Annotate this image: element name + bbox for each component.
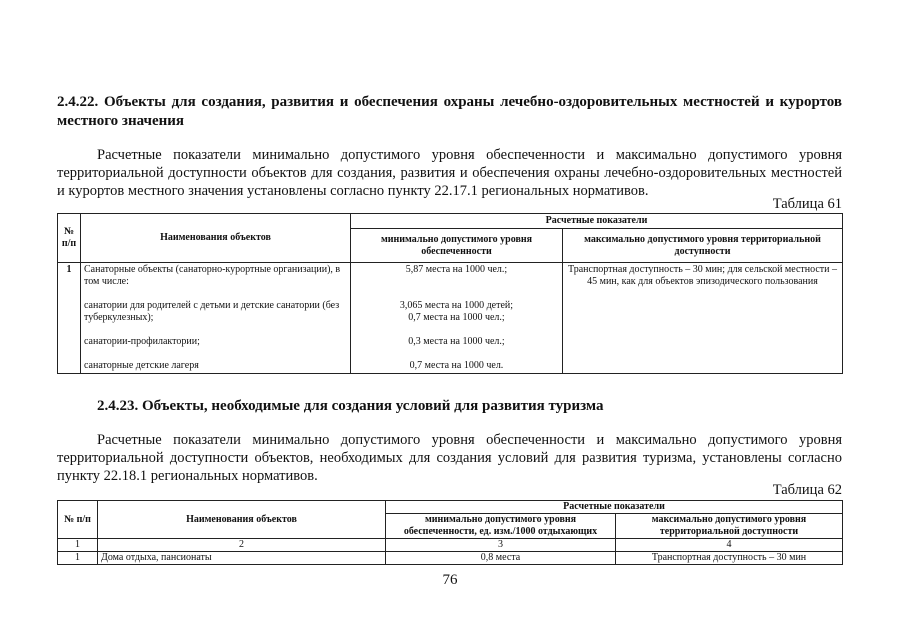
- table-61-item-min: 0,3 места на 1000 чел.;: [408, 336, 505, 347]
- section-heading-2-4-23: 2.4.23. Объекты, необходимые для создания условий для развития туризма: [97, 398, 604, 414]
- table-62-header-group: Расчетные показатели: [386, 501, 843, 514]
- table-62-index-cell: 1: [58, 539, 98, 552]
- table-62: [57, 500, 843, 565]
- page-number: 76: [442, 572, 458, 588]
- table-62-row-num: 1: [58, 552, 98, 565]
- table-62-index-cell: 2: [98, 539, 386, 552]
- table-61-item-name: санаторные детские лагеря: [84, 360, 199, 371]
- table-62-header-name: Наименования объектов: [98, 501, 386, 539]
- table-61-header-min: минимально допустимого уровня обеспеченности: [351, 229, 563, 263]
- table-62-header-max: максимально допустимого уровня территориальной доступности: [616, 514, 843, 539]
- table-62-header-min: минимально допустимого уровня обеспеченности, ед. изм./1000 отдыхающих: [386, 514, 616, 539]
- table-61-min-cell: [351, 263, 563, 374]
- table-61: [57, 213, 843, 374]
- table-61-names-cell: [81, 263, 351, 374]
- table-61-item-name: Санаторные объекты (санаторно-курортные организации), в том числе:: [84, 264, 341, 287]
- table-61-header-max: максимально допустимого уровня территориальной доступности: [563, 229, 843, 263]
- table-61-max-cell: Транспортная доступность – 30 мин; для сельской местности – 45 мин, как для объектов эпизодического пользования: [563, 263, 843, 374]
- table-62-caption: Таблица 62: [772, 482, 842, 498]
- table-62-index-cell: 3: [386, 539, 616, 552]
- section-paragraph-2-4-22: Расчетные показатели минимально допустимого уровня обеспеченности и максимально допустимого уровня территориальной доступности объектов для создания, развития и обеспечения охраны лечебно-оздоровительных местностей и курортов местного значения установлены согласно пункту 22.17.1 региональных нормативов.: [57, 147, 842, 199]
- table-62-row-max: Транспортная доступность – 30 мин: [616, 552, 843, 565]
- table-61-caption: Таблица 61: [772, 196, 842, 212]
- table-61-item-min: 5,87 места на 1000 чел.;: [405, 264, 508, 275]
- table-62-index-cell: 4: [616, 539, 843, 552]
- table-61-header-group: Расчетные показатели: [351, 214, 843, 229]
- table-61-item-name: санатории-профилактории;: [84, 336, 200, 347]
- table-62-header-num: № п/п: [58, 501, 98, 539]
- table-61-item-min: 3,065 места на 1000 детей;: [399, 300, 514, 311]
- table-62-row-min: 0,8 места: [386, 552, 616, 565]
- table-61-item-min: 0,7 места на 1000 чел.: [409, 360, 504, 371]
- table-61-item-name: санатории для родителей с детьми и детские санатории (без туберкулезных);: [84, 300, 340, 323]
- table-61-header-name: Наименования объектов: [81, 214, 351, 263]
- table-61-row-num: 1: [58, 263, 81, 374]
- section-paragraph-2-4-23: Расчетные показатели минимально допустимого уровня обеспеченности и максимально допустимого уровня территориальной доступности объектов, необходимых для создания условий для развития туризма, установлены согласно пункту 22.18.1 региональных нормативов.: [57, 432, 842, 484]
- table-61-header-num: № п/п: [58, 214, 81, 263]
- table-62-row-name: Дома отдыха, пансионаты: [98, 552, 386, 565]
- section-heading-2-4-22: 2.4.22. Объекты для создания, развития и обеспечения охраны лечебно-оздоровительных местностей и курортов местного значения: [57, 94, 842, 129]
- table-61-item-min: 0,7 места на 1000 чел.;: [408, 312, 505, 323]
